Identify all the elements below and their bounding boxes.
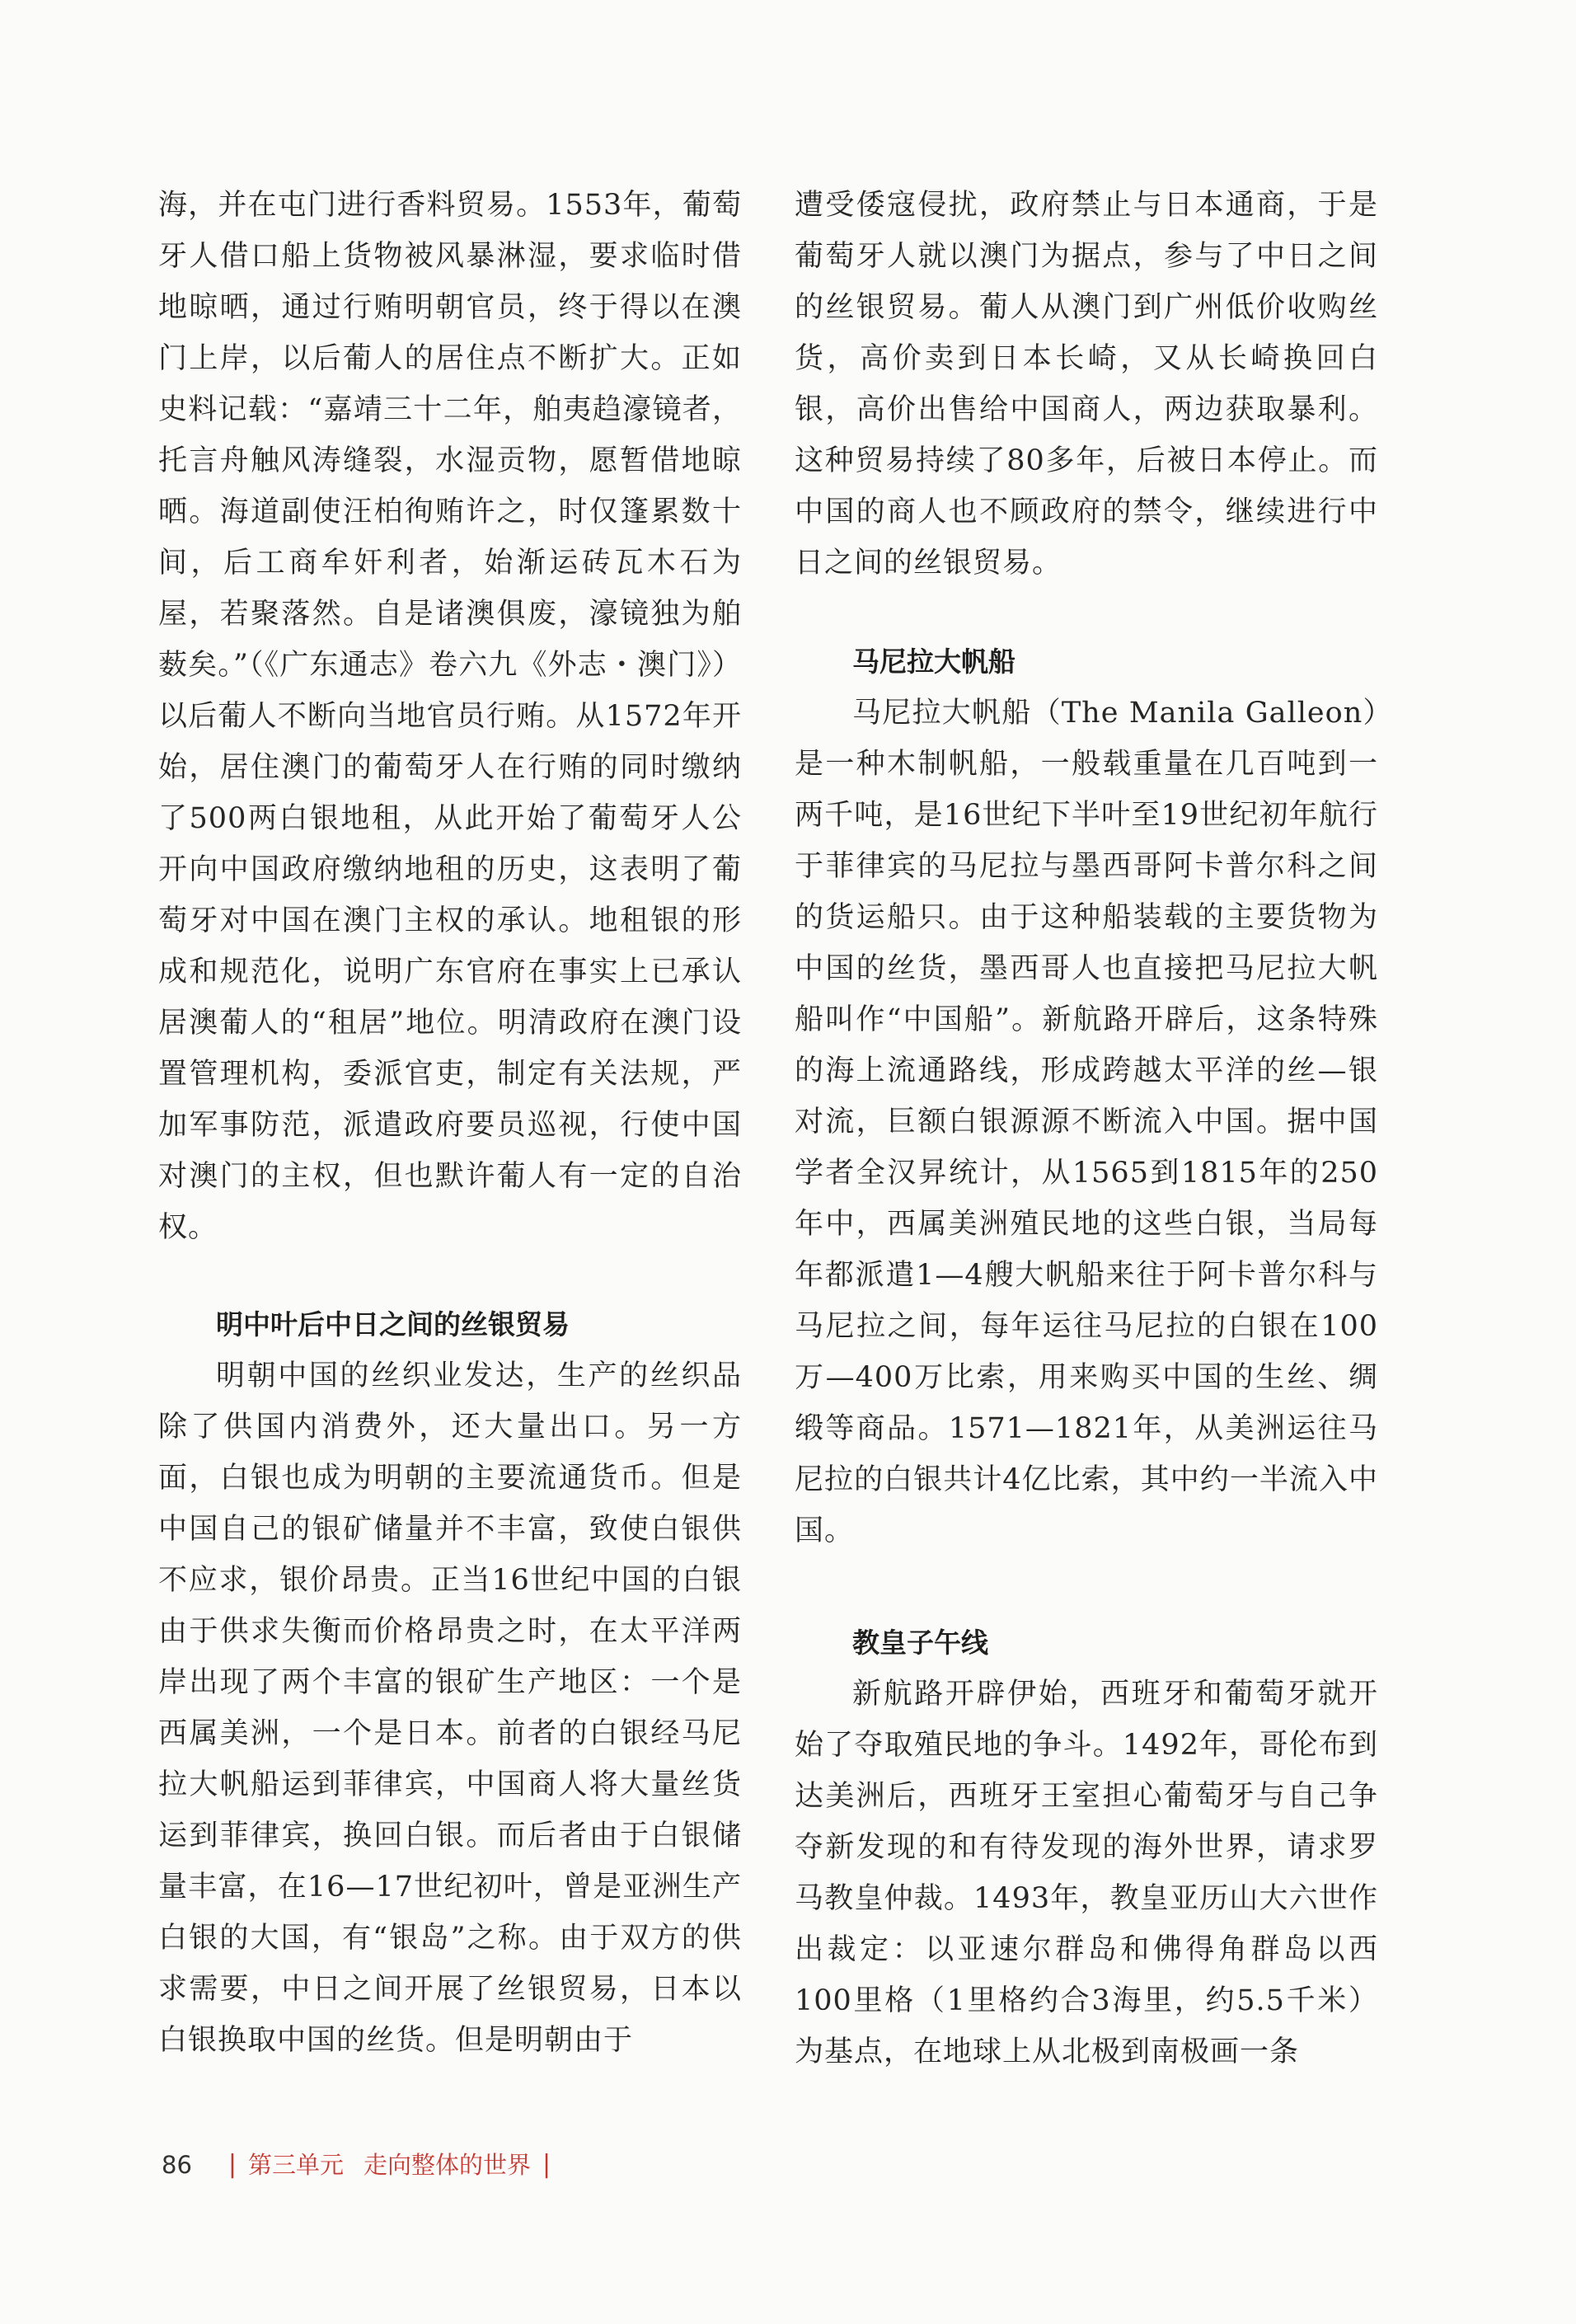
page-footer: [162, 2148, 562, 2181]
footer-separator-left: |: [227, 2150, 237, 2179]
section-heading-papal-meridian: 教皇子午线: [852, 1627, 988, 1659]
paragraph-papal-meridian: 新航路开辟伊始，西班牙和葡萄牙就开始了夺取殖民地的争斗。1492年，哥伦布到达美洲后，西班牙王室担心葡萄牙与自己争夺新发现的和有待发现的海外世界，请求罗马教皇仲裁。1493年，教皇亚历山大六世作出裁定：以亚速尔群岛和佛得角群岛以西100里格（1里格约合3海里，约5.5千米）为基点，在地球上从北极到南极画一条: [795, 1678, 1378, 2068]
paragraph-japan-trade: 遭受倭寇侵扰，政府禁止与日本通商，于是葡萄牙人就以澳门为据点，参与了中日之间的丝银贸易。葡人从澳门到广州低价收购丝货，高价卖到日本长崎，又从长崎换回白银，高价出售给中国商人，两边获取暴利。这种贸易持续了80多年，后被日本停止。而中国的商人也不顾政府的禁令，继续进行中日之间的丝银贸易。: [795, 189, 1378, 580]
page-number: 86: [162, 2151, 192, 2179]
right-column: [795, 180, 1378, 2078]
paragraph-manila-galleon: 马尼拉大帆船（The Manila Galleon）是一种木制帆船，一般载重量在几百吨到一两千吨，是16世纪下半叶至19世纪初年航行于菲律宾的马尼拉与墨西哥阿卡普尔科之间的货运船只。由于这种船装载的主要货物为中国的丝货，墨西哥人也直接把马尼拉大帆船叫作“中国船”。新航路开辟后，这条特殊的海上流通路线，形成跨越太平洋的丝—银对流，巨额白银源源不断流入中国。据中国学者全汉昇统计，从1565到1815年的250年中，西属美洲殖民地的这些白银，当局每年都派遣1—4艘大帆船来往于阿卡普尔科与马尼拉之间，每年运往马尼拉的白银在100万—400万比索，用来购买中国的生丝、绸缎等商品。1571—1821年，从美洲运往马尼拉的白银共计4亿比索，其中约一半流入中国。: [795, 697, 1378, 1547]
left-column: [158, 180, 742, 2066]
section-heading-manila-galleon: 马尼拉大帆船: [852, 646, 1015, 678]
paragraph-silk-silver-trade: 明朝中国的丝织业发达，生产的丝织品除了供国内消费外，还大量出口。另一方面，白银也成为明朝的主要流通货币。但是中国自己的银矿储量并不丰富，致使白银供不应求，银价昂贵。正当16世纪中国的白银由于供求失衡而价格昂贵之时，在太平洋两岸出现了两个丰富的银矿生产地区：一个是西属美洲，一个是日本。前者的白银经马尼拉大帆船运到菲律宾，中国商人将大量丝货运到菲律宾，换回白银。而后者由于白银储量丰富，在16—17世纪初叶，曾是亚洲生产白银的大国，有“银岛”之称。由于双方的供求需要，中日之间开展了丝银贸易，日本以白银换取中国的丝货。但是明朝由于: [158, 1359, 742, 2057]
unit-label: 第三单元: [248, 2151, 345, 2179]
paragraph-macau-settlement: 海，并在屯门进行香料贸易。1553年，葡萄牙人借口船上货物被风暴淋湿，要求临时借地晾晒，通过行贿明朝官员，终于得以在澳门上岸，以后葡人的居住点不断扩大。正如史料记载：“嘉靖三十二年，舶夷趋濠镜者，托言舟触风涛缝裂，水湿贡物，愿暂借地晾晒。海道副使汪柏徇贿许之，时仅篷累数十间，后工商牟奸利者，始渐运砖瓦木石为屋，若聚落然。自是诸澳俱废，濠镜独为舶薮矣。”（《广东通志》卷六九《外志・澳门》）以后葡人不断向当地官员行贿。从1572年开始，居住澳门的葡萄牙人在行贿的同时缴纳了500两白银地租，从此开始了葡萄牙人公开向中国政府缴纳地租的历史，这表明了葡萄牙对中国在澳门主权的承认。地租银的形成和规范化，说明广东官府在事实上已承认居澳葡人的“租居”地位。明清政府在澳门设置管理机构，委派官吏，制定有关法规，严加军事防范，派遣政府要员巡视，行使中国对澳门的主权，但也默许葡人有一定的自治权。: [158, 189, 742, 1244]
section-heading-silk-silver-trade: 明中叶后中日之间的丝银贸易: [216, 1308, 570, 1340]
unit-title: 走向整体的世界: [364, 2151, 532, 2179]
footer-separator-right: |: [542, 2150, 551, 2179]
